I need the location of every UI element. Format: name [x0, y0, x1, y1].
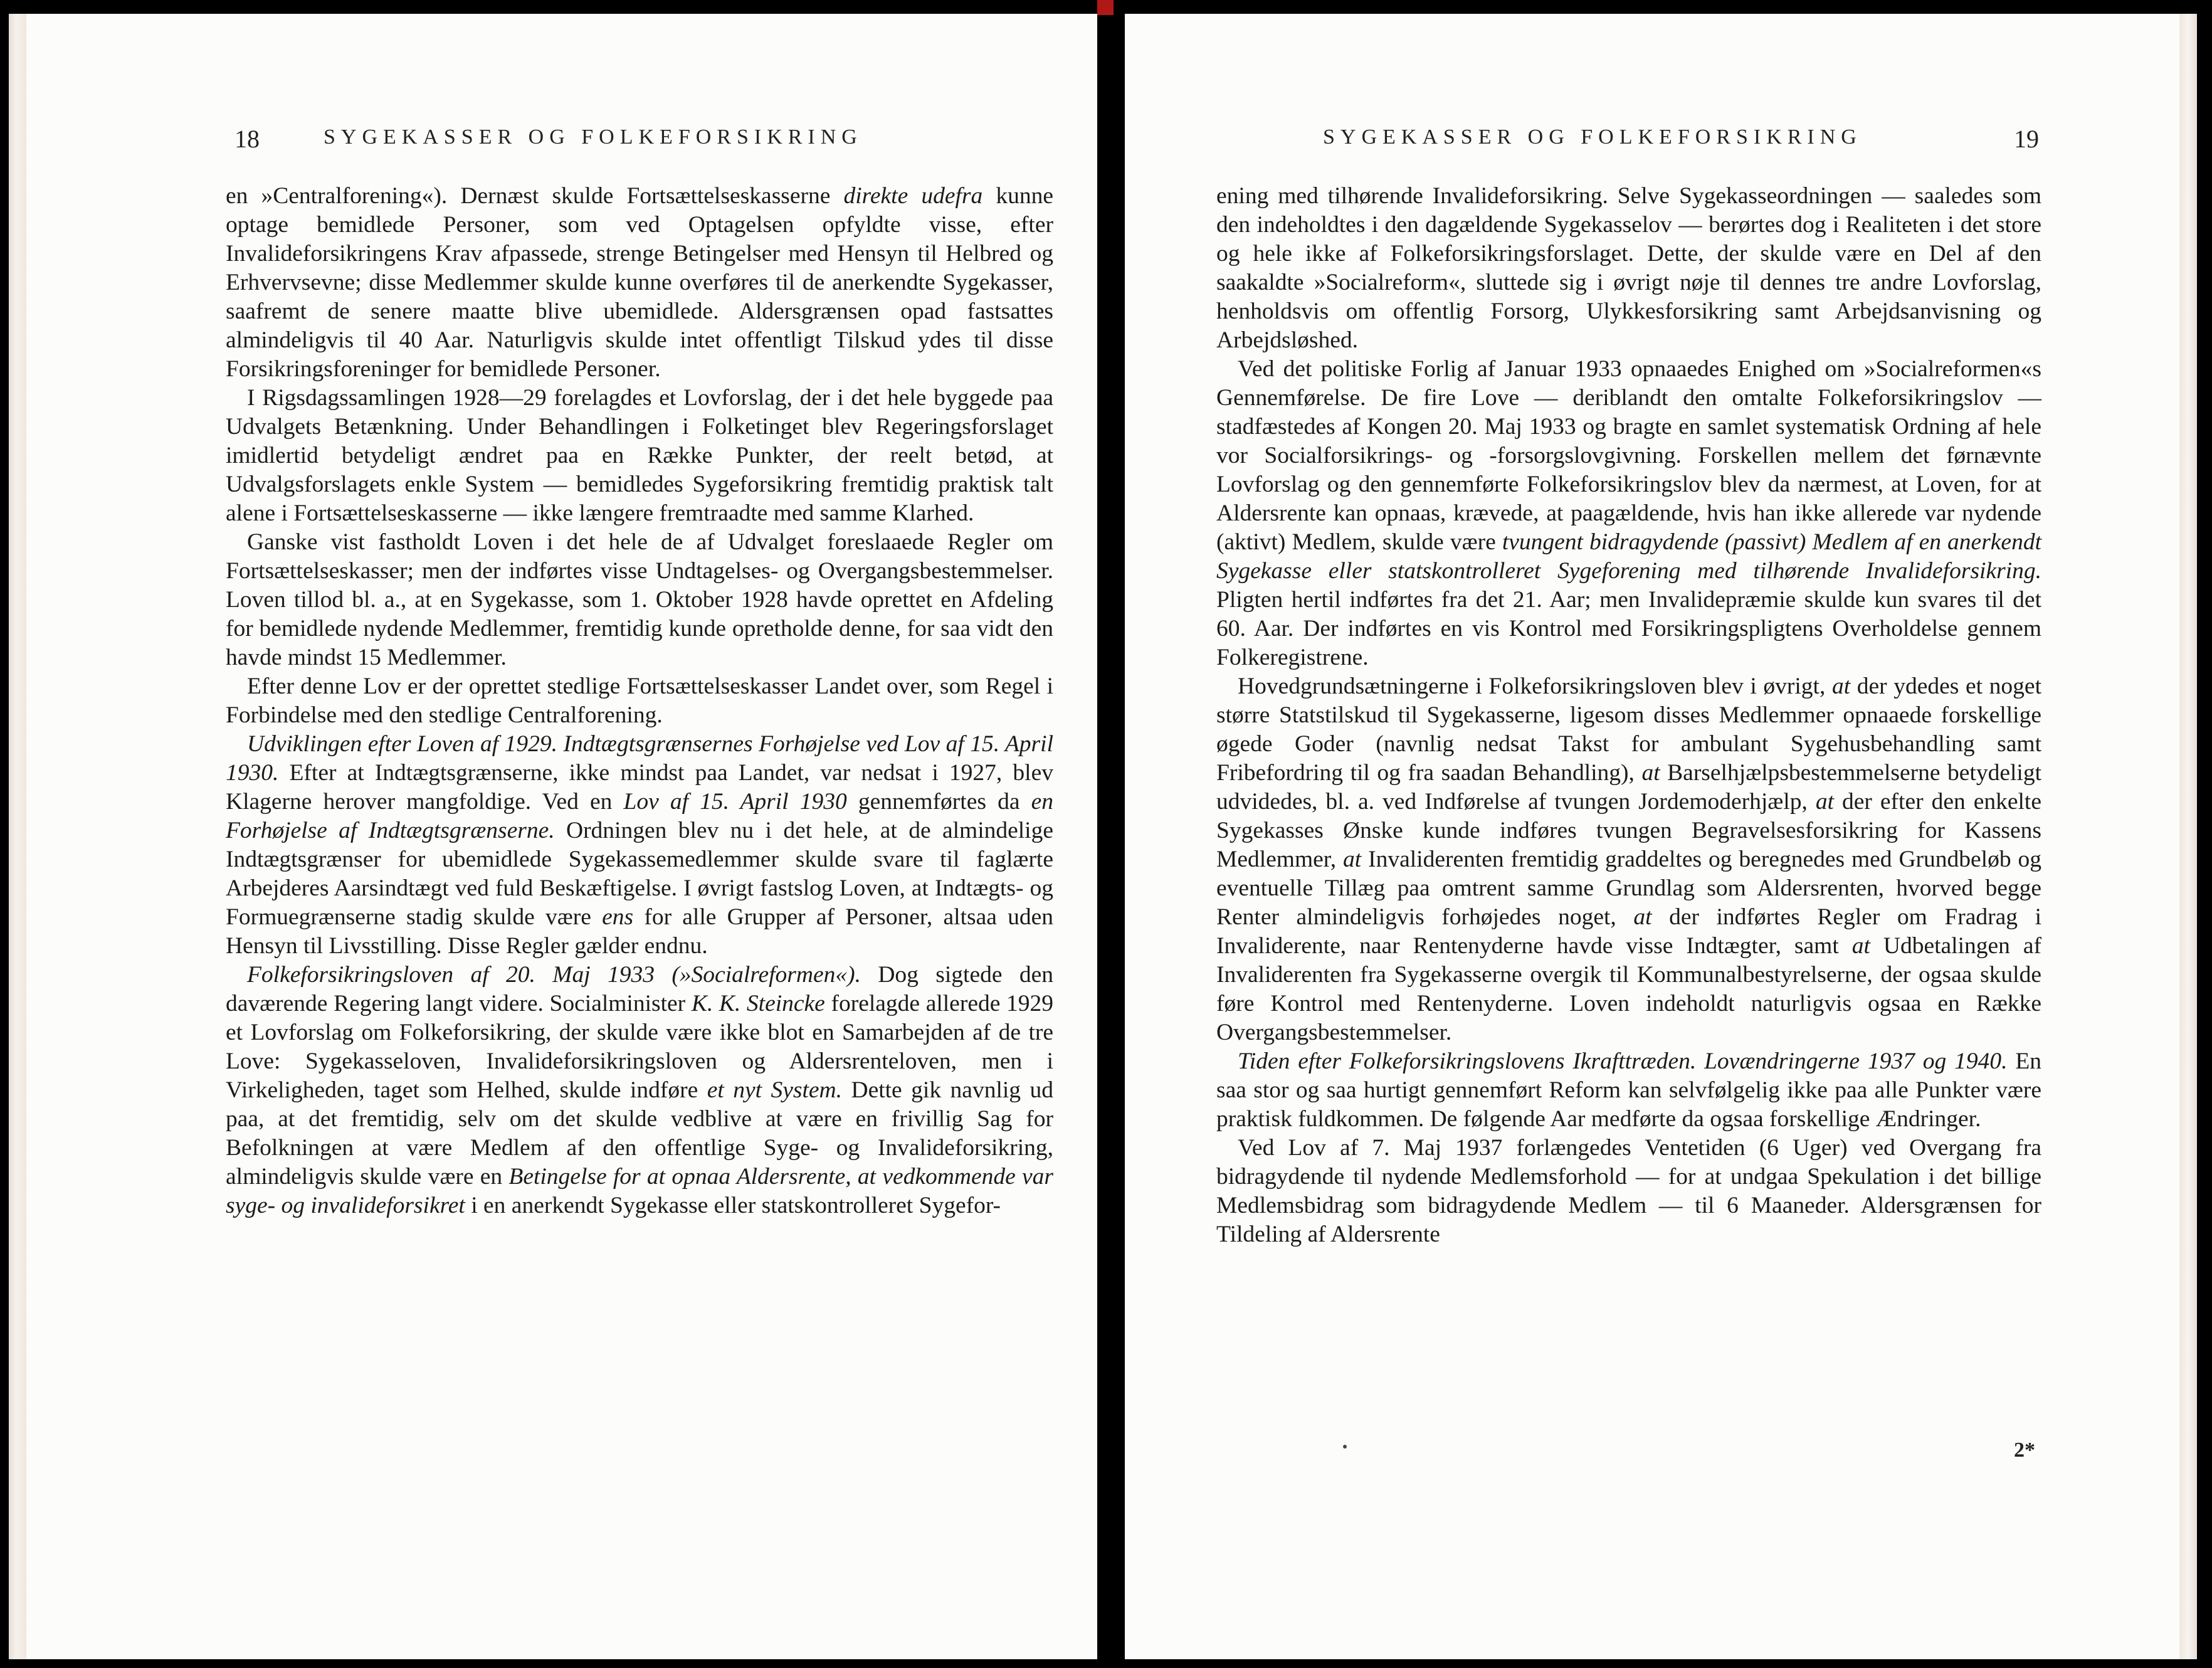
text-run: kunne optage bemidlede Personer, som ved Optagelsen opfyldte visse, efter Invalideforsikringens Krav afpassede, strenge Betingelser med Hensyn til Helbred og Erhvervsevne; disse Medlemmer skulde kunne overføres til de anerkendte Sygekasser, saafremt de senere maatte blive ubemidlede. Aldersgrænsen opad fastsattes almindeligvis til 40 Aar. Naturligvis skulde intet offentligt Tilskud ydes til disse Forsikringsforeninger for bemidlede Personer. — [226, 183, 1053, 382]
text-run: Barselhjælpsbestemmelserne betydeligt udvidedes, bl. a. ved Indførelse af tvungen Jordemoderhjælp, — [1216, 760, 2041, 815]
paragraph — [1216, 672, 2041, 1047]
signature-mark: 2* — [2014, 1438, 2035, 1462]
paragraph — [226, 730, 1053, 961]
spine-marker — [1097, 0, 1114, 15]
paragraph — [1216, 1134, 2041, 1249]
paragraph — [1216, 182, 2041, 355]
italic-phrase: Betingelse for at opnaa Aldersrente, at vedkommende var syge- og invalideforsikret — [226, 1164, 1053, 1218]
italic-phrase: tvungent bidragydende (passivt) Medlem af en anerkendt Sygekasse eller statskontrolleret Sygeforening med tilhørende Invalideforsikring. — [1216, 529, 2041, 584]
page-number: 18 — [234, 125, 260, 153]
text-run: der efter den enkelte Sygekasses Ønske kunde indføres tvungen Begravelsesforsikring for Kassens Medlemmer, — [1216, 789, 2041, 872]
italic-phrase: Folkeforsikringsloven af 20. Maj 1933 (»Socialreformen«). — [247, 962, 861, 988]
page-edge — [9, 14, 26, 1659]
page-edge — [2179, 14, 2197, 1659]
italic-phrase: at — [1831, 673, 1851, 699]
text-run: Efter at Indtægtsgrænserne, ikke mindst paa Landet, var nedsat i 1927, blev Klagerne herover mangfoldige. Ved en — [226, 760, 1053, 815]
italic-phrase: en Forhøjelse af Indtægtsgrænserne. — [226, 789, 1053, 843]
text-run: Pligten hertil indførtes fra det 21. Aar; men Invalidepræmie skulde kun svares til det 60. Aar. Der indførtes en vis Kontrol med Forsikringspligtens Overholdelse gennem Folkeregistrene. — [1216, 587, 2041, 670]
text-run: for alle Grupper af Personer, altsaa uden Hensyn til Livsstilling. Disse Regler gælder endnu. — [226, 904, 1054, 959]
text-run: der indførtes Regler om Fradrag i Invaliderente, naar Rentenyderne havde visse Indtægter, samt — [1216, 904, 2041, 959]
paragraph — [226, 672, 1053, 730]
text-run: Hovedgrundsætningerne i Folkeforsikringsloven blev i øvrigt, — [1238, 673, 1832, 699]
italic-phrase: et nyt System. — [707, 1077, 843, 1103]
text-run: Efter denne Lov er der oprettet stedlige Fortsættelseskasser Landet over, som Regel i Forbindelse med den stedlige Centralforening. — [226, 673, 1053, 728]
italic-phrase: at — [1343, 847, 1362, 872]
text-run: I Rigsdagssamlingen 1928—29 forelagdes et Lovforslag, der i det hele byggede paa Udvalgets Betænkning. Under Behandlingen i Folketinget blev Regeringsforslaget imidlertid betydeligt ændret paa en Række Punkter, der reelt betød, at Udvalgsforslagets enkle System — bemidledes Sygeforsikring fremtidig praktisk talt alene i Fortsættelseskasserne — ikke længere fremtraadte med samme Klarhed. — [226, 385, 1053, 526]
paragraph — [226, 182, 1053, 384]
body-text — [226, 182, 1053, 1220]
text-run: Dog sigtede den daværende Regering langt videre. Socialminister — [226, 962, 1053, 1016]
paragraph — [1216, 355, 2041, 672]
italic-phrase: ens — [602, 904, 634, 930]
paragraph — [1216, 1047, 2041, 1134]
italic-phrase: direkte udefra — [843, 183, 983, 209]
text-run: Udbetalingen af Invaliderenten fra Sygekasserne overgik til Kommunalbestyrelserne, der ogsaa skulde føre Kontrol med Rentenyderne. Loven indeholdt naturligvis ogsaa en Række Overgangsbestemmelser. — [1216, 933, 2041, 1045]
running-head: SYGEKASSER OG FOLKEFORSIKRING — [324, 125, 863, 149]
italic-phrase: Tiden efter Folkeforsikringslovens Ikrafttræden. Lovændringerne 1937 og 1940. — [1238, 1048, 2008, 1074]
right-page — [1125, 14, 2197, 1659]
italic-phrase: K. K. Steincke — [691, 991, 825, 1016]
text-run: Ved Lov af 7. Maj 1937 forlængedes Ventetiden (6 Uger) ved Overgang fra bidragydende til nydende Medlemsforhold — for at undgaa Spekulation i det billige Medlemsbidrag som bidragydende Medlem — til 6 Maaneder. Aldersgrænsen for Tildeling af Aldersrente — [1216, 1135, 2041, 1247]
text-run: gennemførtes da — [846, 789, 1031, 815]
text-run: i en anerkendt Sygekasse eller statskontrolleret Sygefor- — [465, 1193, 1001, 1218]
printer-dot — [1343, 1445, 1347, 1449]
running-head: SYGEKASSER OG FOLKEFORSIKRING — [1323, 125, 1862, 149]
paragraph — [226, 384, 1053, 528]
text-run: En saa stor og saa hurtigt gennemført Reform kan selvfølgelig ikke paa alle Punkter være praktisk fuldkommen. De følgende Aar medførte da ogsaa forskellige Ændringer. — [1216, 1048, 2041, 1132]
text-run: Ordningen blev nu i det hele, at de almindelige Indtægtsgrænser for ubemidlede Sygekassemedlemmer skulde svare til faglærte Arbejderes Aarsindtægt ved fuld Beskæftigelse. I øvrigt fastslog Loven, at Indtægts- og Formuegrænserne stadig skulde være — [226, 818, 1053, 930]
text-run: Dette gik navnlig ud paa, at det fremtidig, selv om det skulde vedblive at være en frivillig Sag for Befolkningen at være Medlem af den offentlige Syge- og Invalideforsikring, almindeligvis skulde være en — [226, 1077, 1053, 1190]
paragraph — [226, 528, 1053, 672]
text-run: Invaliderenten fremtidig graddeltes og beregnedes med Grundbeløb og eventuelle Tillæg paa omtrent samme Grundlag som Aldersrenten, hvorved begge Renter almindeligvis forhøjedes noget, — [1216, 847, 2041, 930]
italic-phrase: at — [1815, 789, 1835, 815]
text-run: ening med tilhørende Invalideforsikring. Selve Sygekasseordningen — saaledes som den indeholdtes i den dagældende Sygekasselov — berørtes dog i Realiteten i det store og hele ikke af Folkeforsikringsforslaget. Dette, der skulde være en Del af den saakaldte »Socialreform«, sluttede sig i øvrigt nøje til dennes tre andre Lovforslag, henholdsvis om offentlig Forsorg, Ulykkesforsikring samt Arbejdsanvisning og Arbejdsløshed. — [1216, 183, 2041, 353]
italic-phrase: at — [1633, 904, 1652, 930]
italic-phrase: at — [1641, 760, 1660, 786]
paragraph — [226, 961, 1053, 1220]
text-run: forelagde allerede 1929 et Lovforslag om Folkeforsikring, der skulde være ikke blot en Samarbejden af de tre Love: Sygekasseloven, Invalideforsikringsloven og Aldersrenteloven, men i Virkeligheden, taget som Helhed, skulde indføre — [226, 991, 1054, 1103]
text-run: Ganske vist fastholdt Loven i det hele de af Udvalget foreslaaede Regler om Fortsættelseskasser; men der indførtes visse Undtagelses- og Overgangsbestemmelser. Loven tillod bl. a., at en Sygekasse, som 1. Oktober 1928 havde oprettet en Afdeling for bemidlede nydende Medlemmer, fremtidig kunde opretholde denne, for saa vidt den havde mindst 15 Medlemmer. — [226, 529, 1053, 670]
italic-phrase: Udviklingen efter Loven af 1929. Indtægtsgrænsernes Forhøjelse ved Lov af 15. April 1930. — [226, 731, 1053, 786]
text-run: en »Centralforening«). Dernæst skulde Fortsættelseskasserne — [226, 183, 844, 209]
body-text — [1216, 182, 2041, 1249]
italic-phrase: Lov af 15. April 1930 — [623, 789, 847, 815]
italic-phrase: at — [1851, 933, 1870, 959]
text-run: Ved det politiske Forlig af Januar 1933 opnaaedes Enighed om »Socialreformen«s Gennemførelse. De fire Love — deriblandt den omtalte Folkeforsikringslov — stadfæstedes af Kongen 20. Maj 1933 og bragte en samlet systematisk Ordning af hele vor Socialforsikrings- og -forsorgslovgivning. Forskellen mellem det førnævnte Lovforslag og den gennemførte Folkeforsikringslov blev da nærmest, at Loven, for at Aldersrente kan opnaas, krævede, at paagældende, hvis han ikke allerede var nydende (aktivt) Medlem, skulde være — [1216, 356, 2041, 555]
left-page — [9, 14, 1097, 1659]
text-run: der ydedes et noget større Statstilskud til Sygekasserne, ligesom disses Medlemmer opnaaede forskellige øgede Goder (navnlig nedsat Takst for ambulant Sygehusbehandling samt Fribefordring til og fra saadan Behandling), — [1216, 673, 2041, 786]
page-number: 19 — [2014, 125, 2039, 153]
